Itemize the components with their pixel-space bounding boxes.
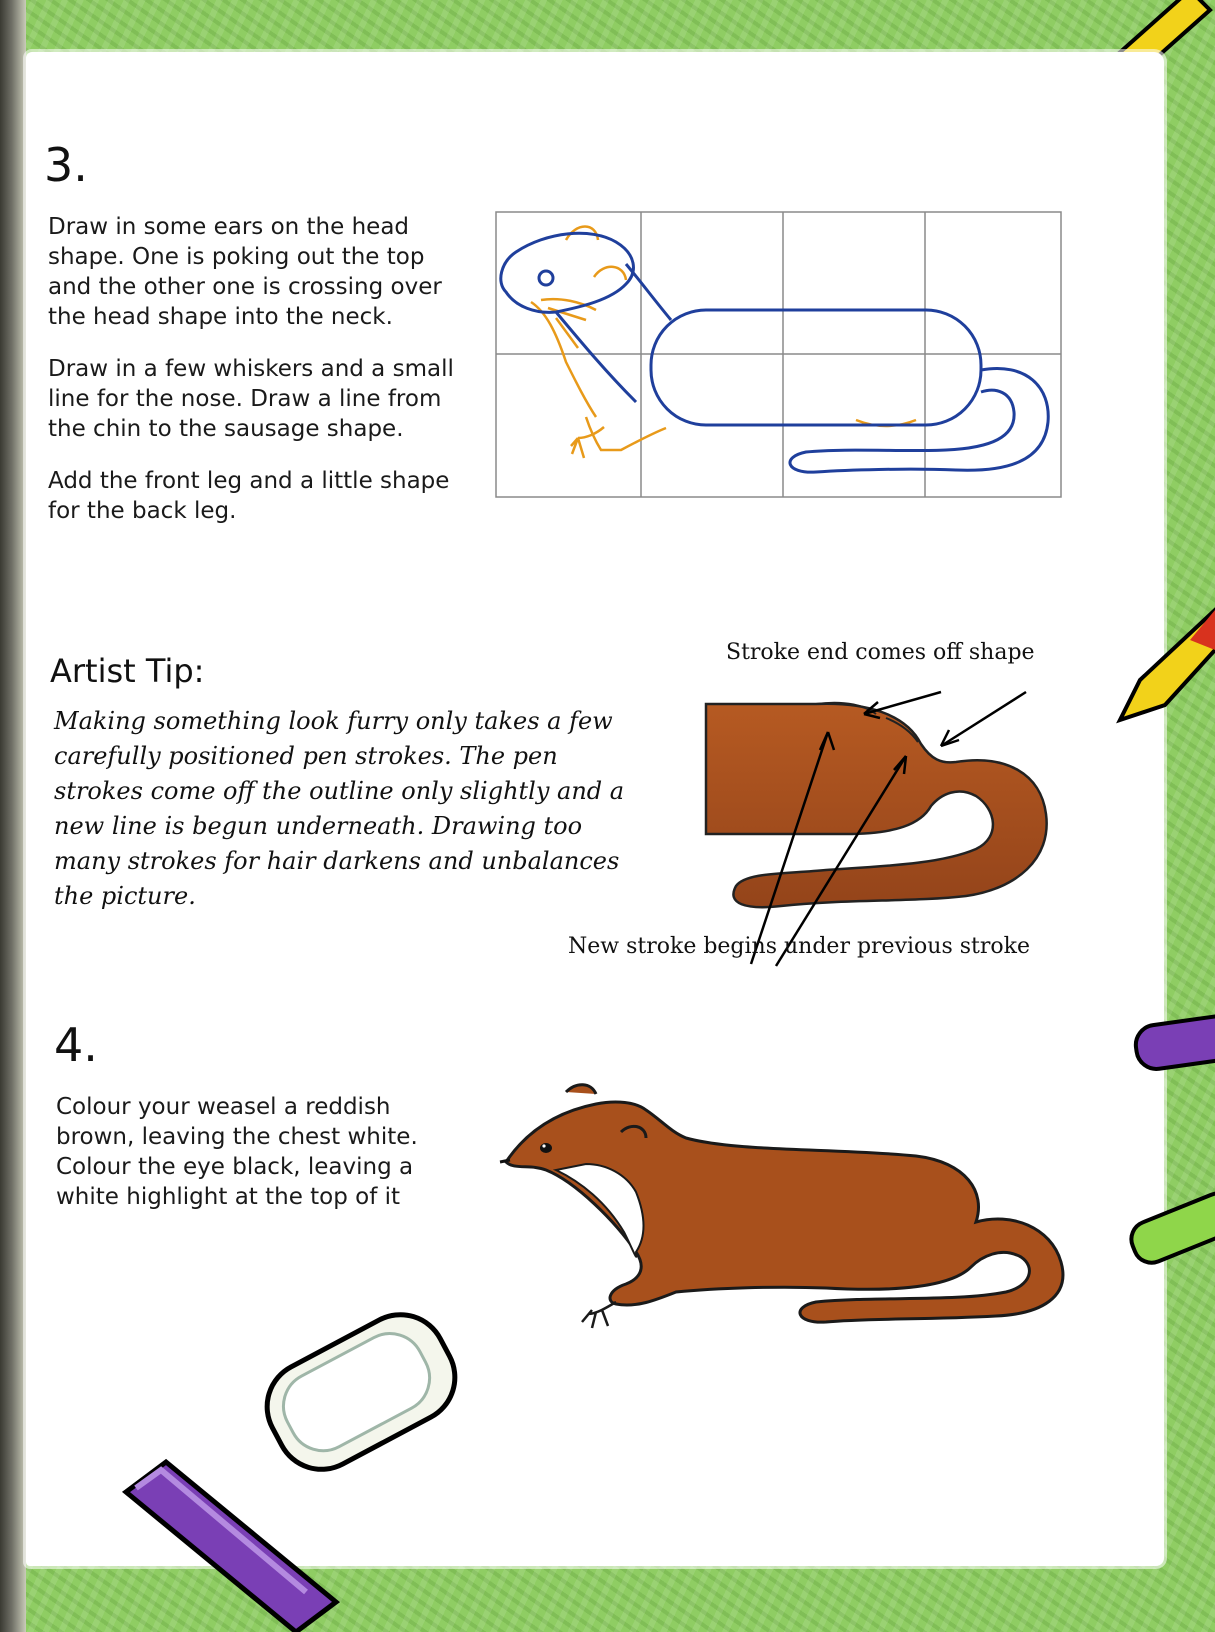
callout-new-stroke: New stroke begins under previous stroke	[568, 934, 1030, 959]
callout-stroke-end: Stroke end comes off shape	[726, 640, 1035, 665]
green-crayon-icon	[1125, 1195, 1215, 1275]
purple-crayon-right-icon	[1130, 1015, 1215, 1075]
step-3-instructions	[48, 212, 468, 548]
coloured-weasel-illustration	[496, 1052, 1096, 1352]
artist-tip-body: Making something look furry only takes a few carefully positioned pen strokes. The pen strokes come off the outline only slightly and a new line is begun underneath. Drawing too many strokes for hair darkens and unbalances the picture.	[54, 707, 625, 910]
step-3-paragraph-1: Draw in some ears on the head shape. One is poking out the top and the other one is crossing over the head shape into the neck.	[48, 214, 442, 330]
coloured-weasel	[500, 1085, 1063, 1328]
orange-guide-lines	[531, 227, 916, 459]
page	[26, 52, 1164, 1566]
artist-tip-heading: Artist Tip:	[50, 652, 205, 690]
step-3-number: 3.	[44, 138, 88, 192]
step-4-instructions: Colour your weasel a reddish brown, leaving the chest white. Colour the eye black, leaving a white highlight at the top of it	[56, 1094, 418, 1210]
step-3-grid-drawing	[486, 202, 1066, 502]
step-3-paragraph-2: Draw in a few whiskers and a small line for the nose. Draw a line from the chin to the sausage shape.	[48, 356, 454, 442]
pencil-icon	[1120, 610, 1215, 720]
book-spine-shadow	[0, 0, 26, 1632]
blue-weasel-outline	[501, 233, 1048, 472]
drawing-grid	[496, 212, 1061, 497]
step-3-paragraph-3: Add the front leg and a little shape for the back leg.	[48, 468, 450, 524]
step-4-number: 4.	[54, 1018, 98, 1072]
purple-crayon-icon	[106, 1452, 346, 1592]
